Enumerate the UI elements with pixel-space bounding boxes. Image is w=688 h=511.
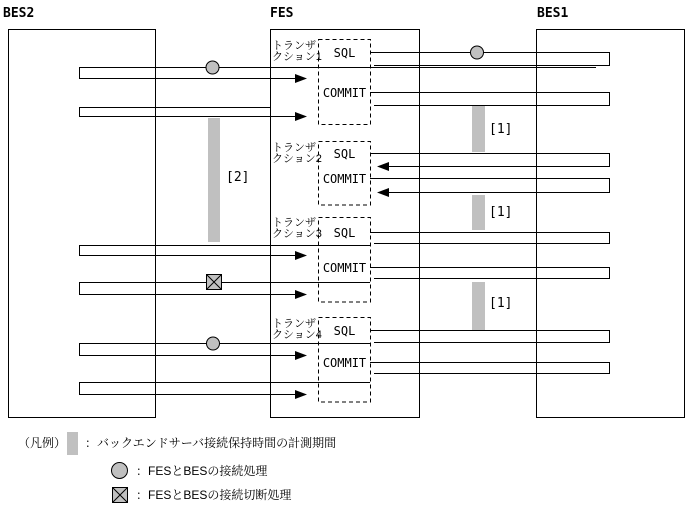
legend-item-hold-time: ：バックエンドサーバ接続保持時間の計測期間	[85, 436, 337, 450]
transaction-3-name-line1: トランザ	[272, 217, 316, 229]
t2-bes1-response-arrow-1	[377, 162, 389, 171]
t2-commit-bes1-bar	[370, 179, 610, 193]
transaction-4-commit-label: COMMIT	[322, 356, 367, 370]
bes1-box	[537, 30, 685, 418]
legend-title: （凡例）	[18, 436, 67, 450]
bes1-hold-time-bar-1	[472, 106, 485, 152]
bes1-hold-time-bar-3	[472, 282, 485, 330]
t1-bes2-connect-circle-icon	[206, 61, 219, 74]
t1-bes2-response-arrow	[295, 74, 307, 83]
transaction-2-name-line1: トランザ	[272, 142, 316, 154]
t3-sql-bes1-bar	[370, 233, 610, 244]
bes2-box	[9, 30, 156, 418]
disconnect-box-icon	[113, 488, 128, 503]
hold-time-bar-icon	[67, 432, 78, 455]
t4-sql-bes2-bar	[80, 344, 371, 356]
bes1-hold-marker-1: [1]	[489, 122, 513, 137]
t4-bes2-connect-circle-icon	[207, 337, 220, 350]
t1-bes1-connect-circle-icon	[471, 46, 484, 59]
t1-bes2-response-arrow-2	[295, 112, 307, 121]
t3-bes2-response-arrow-1	[295, 251, 307, 260]
transaction-4-name-line2: クション4	[272, 329, 322, 341]
t1-commit-bes1-bar	[370, 93, 610, 106]
t4-bes2-response-arrow-2	[295, 390, 307, 399]
bes2-hold-time-bar	[208, 118, 220, 242]
legend-item-connect: ：FESとBESの接続処理	[136, 464, 268, 478]
t3-sql-bes2-bar	[80, 246, 371, 256]
t2-sql-bes1-bar	[370, 154, 610, 167]
transaction-3-sql-label: SQL	[333, 226, 356, 240]
bes1-hold-marker-2: [1]	[489, 205, 513, 220]
t4-sql-bes1-bar	[370, 331, 610, 343]
transaction-2-name-line2: クション2	[272, 153, 322, 165]
transaction-1-name-line1: トランザ	[272, 40, 316, 52]
transaction-2-sql-label: SQL	[333, 147, 356, 161]
t1-sql-bes2-bar	[80, 68, 597, 79]
transaction-3-name-line2: クション3	[272, 228, 322, 240]
transaction-4-sql-label: SQL	[333, 324, 356, 338]
bes2-hold-marker: [2]	[226, 170, 250, 185]
transaction-2-commit-label: COMMIT	[322, 172, 367, 186]
t4-bes2-response-arrow-1	[295, 351, 307, 360]
bes2-label: BES2	[3, 6, 35, 21]
transaction-4-name-line1: トランザ	[272, 318, 316, 330]
t4-commit-bes2-bar	[80, 383, 371, 395]
t2-bes1-response-arrow-2	[377, 188, 389, 197]
t3-commit-bes2-bar	[80, 283, 371, 295]
legend	[18, 432, 336, 503]
t1-commit-bes2-bar	[80, 108, 296, 117]
t3-bes2-disconnect-box-icon	[207, 275, 222, 290]
transaction-1-sql-label: SQL	[333, 46, 356, 60]
transaction-1-commit-label: COMMIT	[322, 86, 367, 100]
bes1-label: BES1	[537, 6, 569, 21]
bes1-hold-time-bar-2	[472, 195, 485, 230]
t4-commit-bes1-bar	[370, 363, 610, 374]
t3-bes2-response-arrow-2	[295, 290, 307, 299]
connect-circle-icon	[112, 463, 128, 479]
transaction-1-name-line2: クション1	[272, 51, 322, 63]
transaction-3-commit-label: COMMIT	[322, 261, 367, 275]
bes1-hold-marker-3: [1]	[489, 296, 513, 311]
fes-label: FES	[270, 6, 294, 21]
t1-sql-bes1-bar	[370, 53, 610, 66]
t3-commit-bes1-bar	[370, 268, 610, 279]
legend-item-disconnect: ：FESとBESの接続切断処理	[136, 488, 292, 502]
